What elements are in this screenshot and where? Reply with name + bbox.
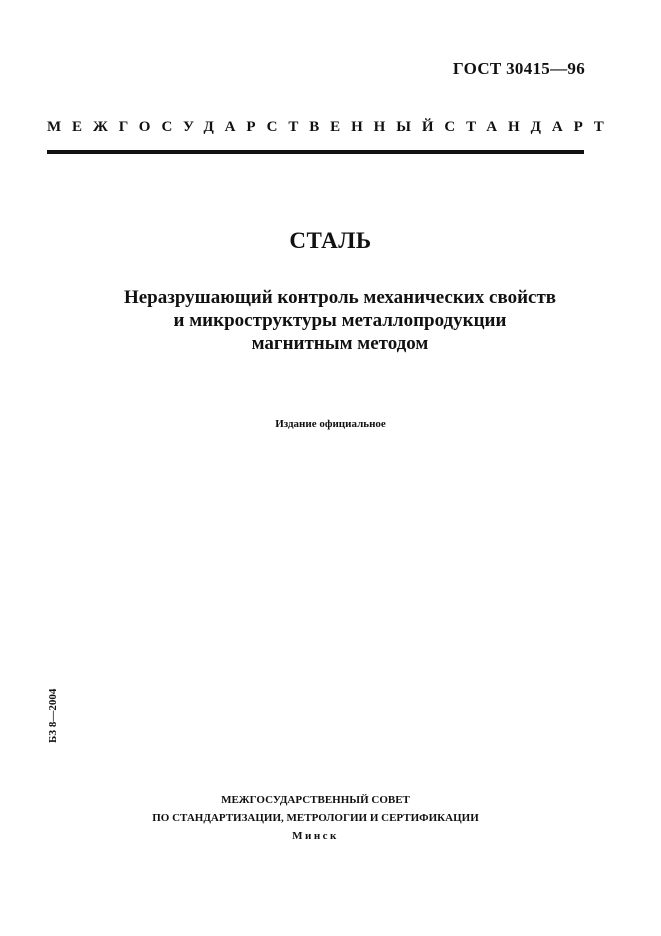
standard-kind-word-1: МЕЖГОСУДАРСТВЕННЫЙ — [47, 119, 445, 135]
publisher-block — [0, 791, 631, 845]
publisher-city: Минск — [292, 830, 339, 842]
standard-kind — [47, 119, 615, 136]
publisher-line-1: МЕЖГОСУДАРСТВЕННЫЙ СОВЕТ — [221, 794, 410, 806]
header-rule — [47, 150, 584, 154]
subtitle-line-1: Неразрушающий контроль механических свойств — [123, 287, 557, 308]
subtitle-line-3: магнитным методом — [251, 333, 429, 354]
document-subtitle — [40, 286, 640, 355]
side-catalog-code: БЗ 8—2004 — [47, 688, 59, 743]
publisher-line-2: ПО СТАНДАРТИЗАЦИИ, МЕТРОЛОГИИ И СЕРТИФИКАЦИИ — [152, 812, 479, 824]
edition-note: Издание официальное — [275, 418, 386, 430]
document-title: СТАЛЬ — [289, 228, 372, 253]
subtitle-line-2: и микроструктуры металлопродукции — [173, 310, 507, 331]
standard-number: ГОСТ 30415—96 — [452, 59, 585, 78]
standard-kind-word-2: СТАНДАРТ — [444, 119, 615, 135]
